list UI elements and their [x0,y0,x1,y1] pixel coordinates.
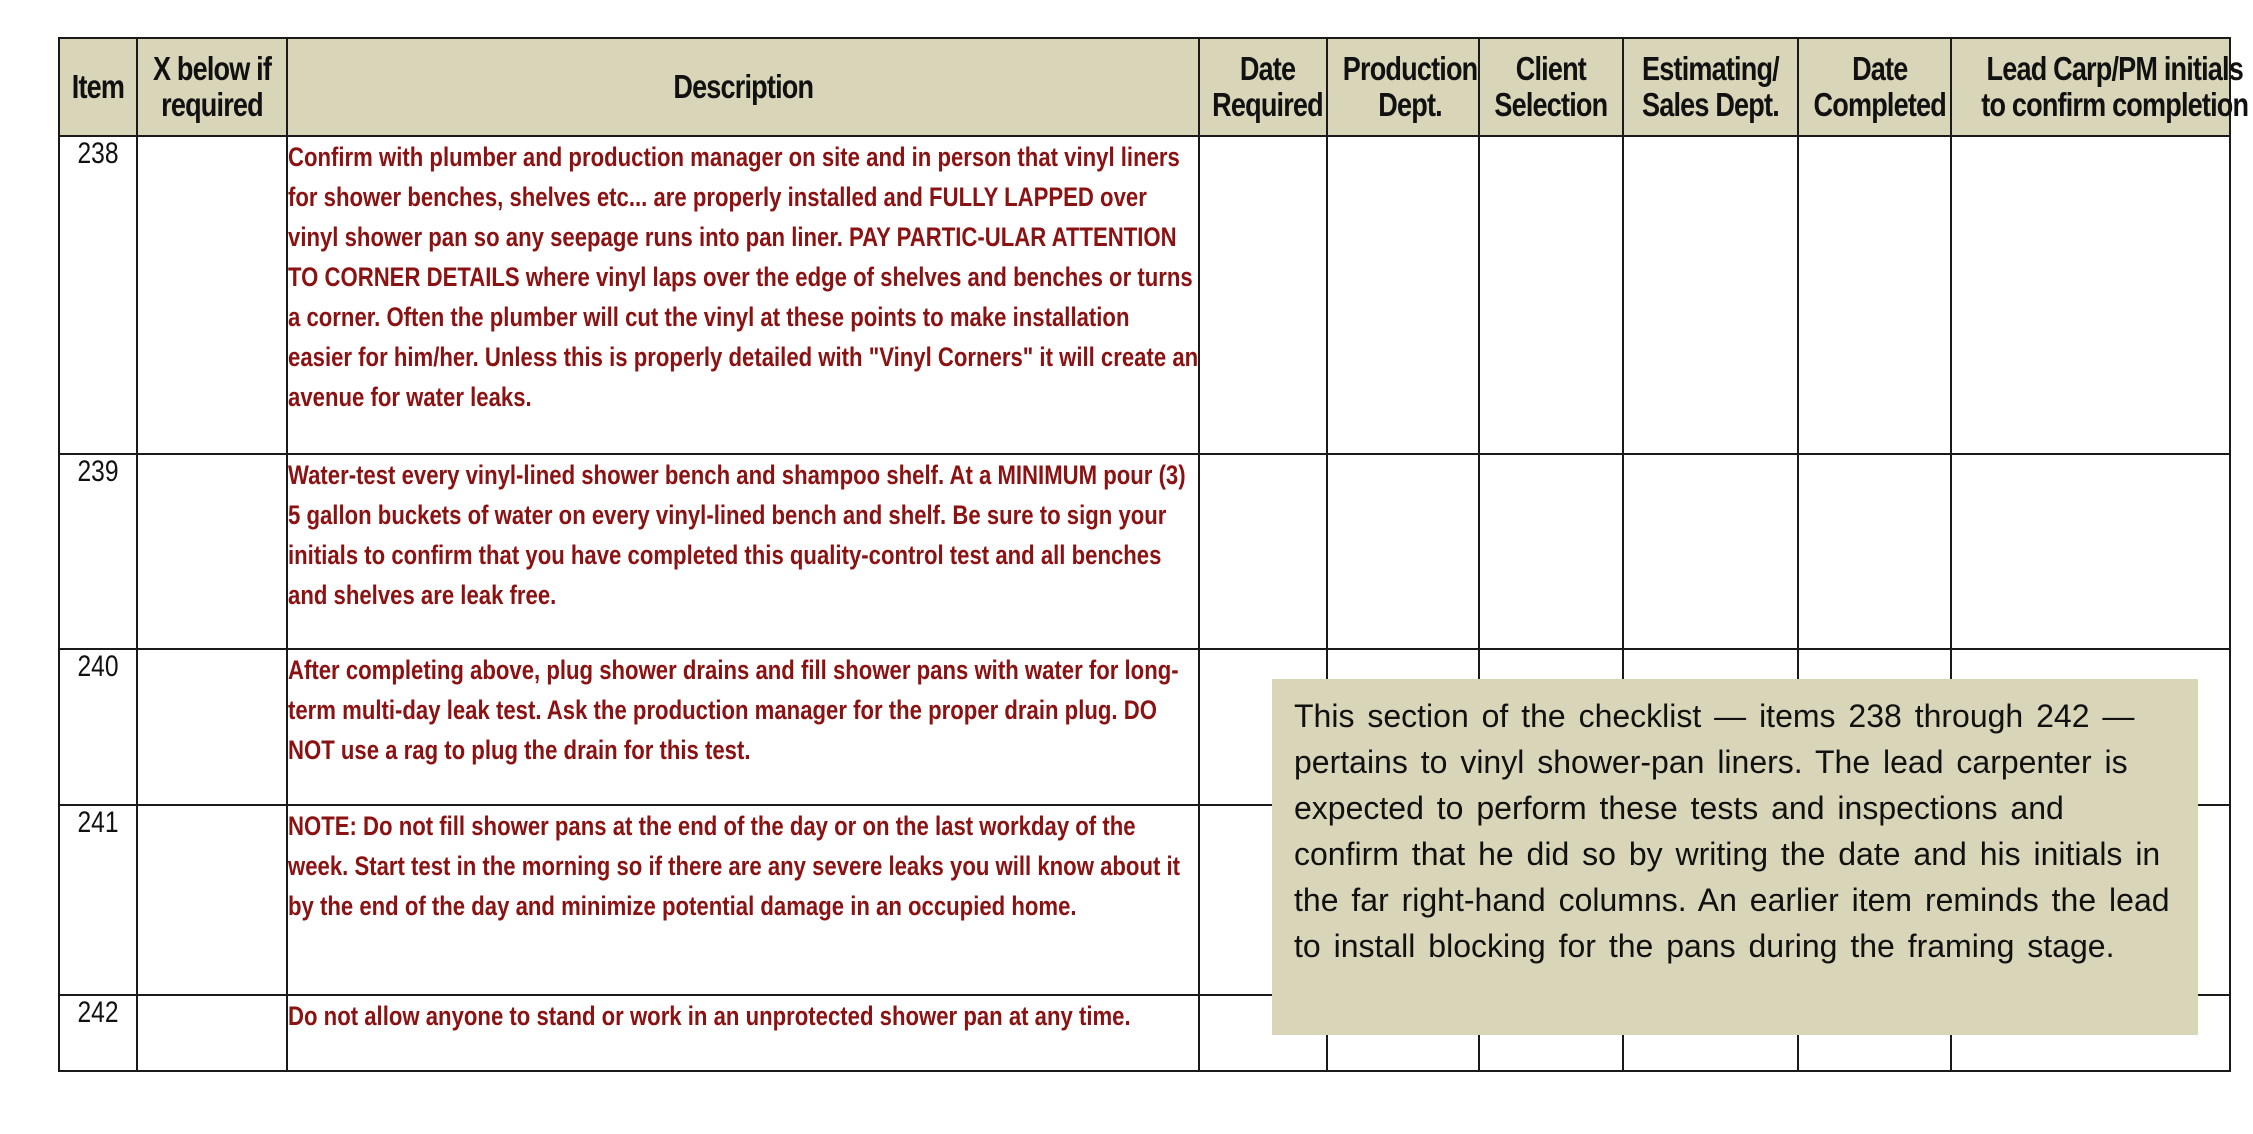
item-number: 238 [59,136,137,454]
col-header-date-required: Date Required [1199,38,1327,136]
lead-carp-cell[interactable] [1951,454,2230,649]
description-cell: Confirm with plumber and production manager on site and in person that vinyl liners for shower benches, shelves etc... are properly installed and FULLY LAPPED over vinyl shower pan so any seepage runs into pan liner. PAY PARTIC-ULAR ATTENTION TO CORNER DETAILS where vinyl laps over the edge of shelves and benches or turns a corner. Often the plumber will cut the vinyl at these points to make installation easier for him/her. Unless this is properly detailed with "Vinyl Corners" it will create an avenue for water leaks. [287,136,1199,454]
production-cell[interactable] [1327,454,1479,649]
description-cell: Water-test every vinyl-lined shower bench and shampoo shelf. At a MINIMUM pour (3) 5 gallon buckets of water on every vinyl-lined bench and shelf. Be sure to sign your initials to confirm that you have completed this quality-control test and all benches and shelves are leak free. [287,454,1199,649]
col-header-description: Description [287,38,1199,136]
col-header-lead-carp: Lead Carp/PM initials to confirm completion [1951,38,2230,136]
date-completed-cell[interactable] [1798,136,1951,454]
date-required-cell[interactable] [1199,454,1327,649]
col-header-client: Client Selection [1479,38,1623,136]
date-required-cell[interactable] [1199,136,1327,454]
description-cell: Do not allow anyone to stand or work in an unprotected shower pan at any time. [287,995,1199,1071]
table-header-row [59,38,2230,136]
x-required-cell[interactable] [137,649,287,805]
col-header-production: Production Dept. [1327,38,1479,136]
col-header-estimating: Estimating/ Sales Dept. [1623,38,1798,136]
item-number: 242 [59,995,137,1071]
lead-carp-cell[interactable] [1951,136,2230,454]
client-cell[interactable] [1479,136,1623,454]
item-number: 239 [59,454,137,649]
x-required-cell[interactable] [137,995,287,1071]
col-header-item: Item [59,38,137,136]
client-cell[interactable] [1479,454,1623,649]
item-number: 241 [59,805,137,995]
estimating-cell[interactable] [1623,454,1798,649]
col-header-x-required: X below if required [137,38,287,136]
x-required-cell[interactable] [137,805,287,995]
production-cell[interactable] [1327,136,1479,454]
callout-note-text: This section of the checklist — items 238 through 242 — pertains to vinyl shower-pan liners. The lead carpenter is expected to perform these tests and inspections and confirm that he did so by writing the date and his initials in the far right-hand columns. An earlier item reminds the lead to install blocking for the pans during the framing stage. [1294,698,2170,964]
estimating-cell[interactable] [1623,136,1798,454]
item-number: 240 [59,649,137,805]
table-row [59,454,2230,649]
description-cell: After completing above, plug shower drains and fill shower pans with water for long-term multi-day leak test. Ask the production manager for the proper drain plug. DO NOT use a rag to plug the drain for this test. [287,649,1199,805]
col-header-date-completed: Date Completed [1798,38,1951,136]
x-required-cell[interactable] [137,454,287,649]
table-row [59,136,2230,454]
date-completed-cell[interactable] [1798,454,1951,649]
description-cell: NOTE: Do not fill shower pans at the end of the day or on the last workday of the week. Start test in the morning so if there are any severe leaks you will know about it by the end of the day and minimize potential damage in an occupied home. [287,805,1199,995]
callout-note [1272,679,2198,1035]
x-required-cell[interactable] [137,136,287,454]
